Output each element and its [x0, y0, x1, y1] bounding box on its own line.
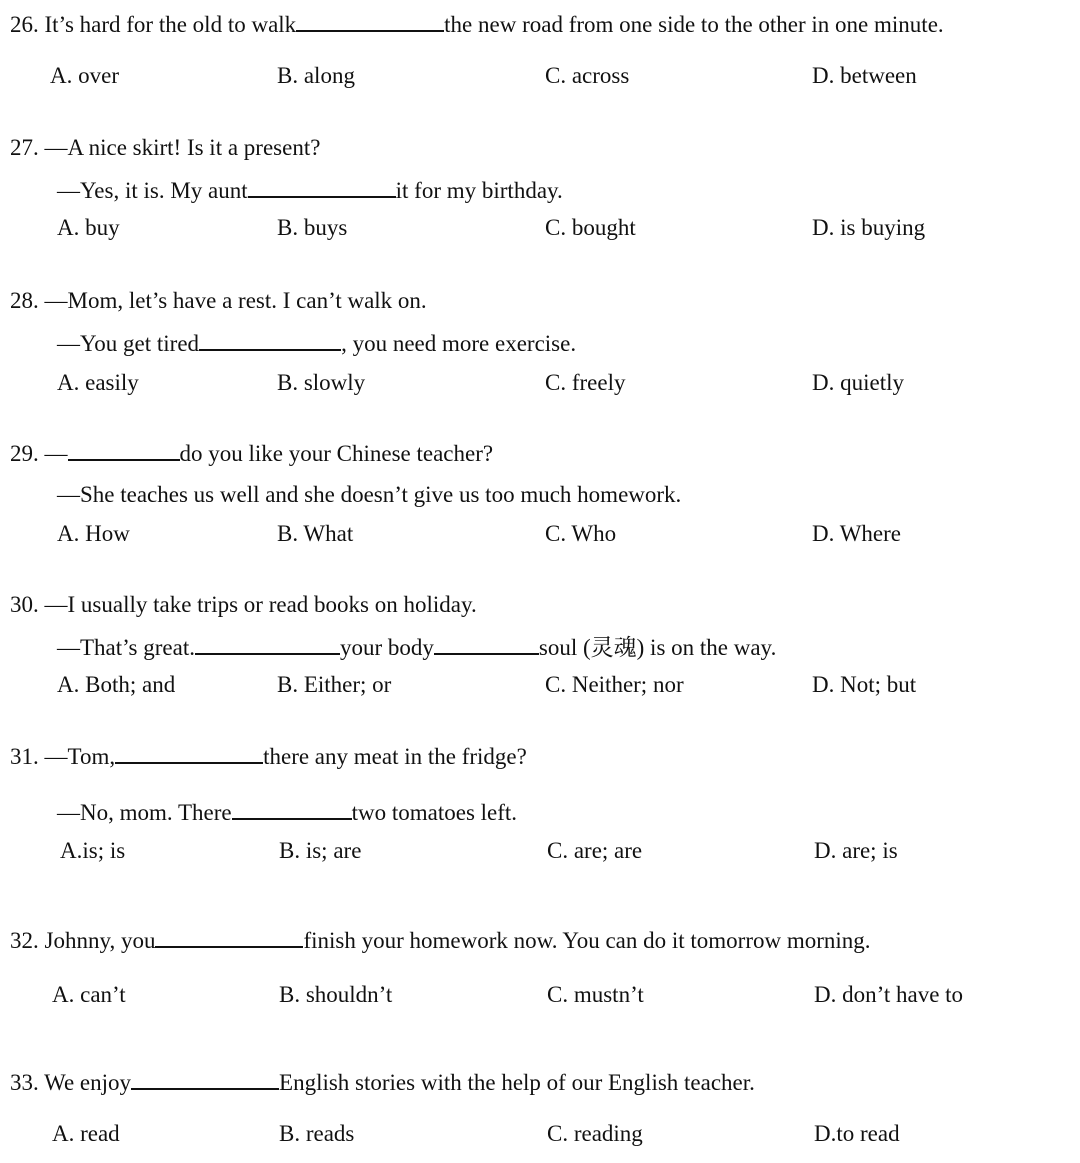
- q28-text-a: —You get tired: [57, 331, 200, 356]
- q30-option-c: C. Neither; nor: [545, 672, 684, 697]
- q27-blank: [248, 176, 396, 198]
- q33-option-d: D.to read: [814, 1121, 900, 1146]
- q29-option-a: A. How: [57, 521, 130, 546]
- q32-option-b: B. shouldn’t: [279, 982, 393, 1007]
- q33-option-b: B. reads: [279, 1121, 355, 1146]
- q28-option-c: C. freely: [545, 370, 626, 395]
- q27-option-b: B. buys: [277, 215, 348, 240]
- question-30-reply: [57, 633, 776, 662]
- q32-text-a: 32. Johnny, you: [10, 928, 156, 953]
- q28-blank: [199, 329, 341, 351]
- question-28-reply: [57, 329, 576, 358]
- q27-text-a: —Yes, it is. My aunt: [57, 178, 248, 203]
- q31-text-c: —No, mom. There: [57, 800, 232, 825]
- q31-option-a: A.is; is: [60, 838, 126, 863]
- q31-blank-2: [232, 798, 352, 820]
- q28-option-a: A. easily: [57, 370, 139, 395]
- q29-text-b: do you like your Chinese teacher?: [179, 441, 494, 466]
- question-26-stem: [10, 10, 944, 39]
- q29-option-c: C. Who: [545, 521, 617, 546]
- q32-blank: [155, 926, 303, 948]
- q30-option-a: A. Both; and: [57, 672, 176, 697]
- q33-blank: [131, 1068, 279, 1090]
- question-29-stem: [10, 439, 493, 468]
- q26-option-b: B. along: [277, 63, 355, 88]
- question-30-stem: 30. —I usually take trips or read books on holiday.: [10, 592, 477, 617]
- q33-text-b: English stories with the help of our English teacher.: [279, 1070, 755, 1095]
- q31-text-d: two tomatoes left.: [351, 800, 518, 825]
- q32-option-c: C. mustn’t: [547, 982, 644, 1007]
- q32-option-a: A. can’t: [52, 982, 126, 1007]
- q27-option-c: C. bought: [545, 215, 636, 240]
- q33-text-a: 33. We enjoy: [10, 1070, 132, 1095]
- question-33-stem: [10, 1068, 755, 1097]
- q31-option-d: D. are; is: [814, 838, 898, 863]
- q30-text-a: —That’s great.: [57, 635, 195, 660]
- q29-blank: [68, 439, 180, 461]
- q27-option-d: D. is buying: [812, 215, 926, 240]
- q30-option-d: D. Not; but: [812, 672, 917, 697]
- q31-option-b: B. is; are: [279, 838, 362, 863]
- q28-text-b: , you need more exercise.: [341, 331, 577, 356]
- question-29-reply: —She teaches us well and she doesn’t give us too much homework.: [57, 482, 682, 507]
- q26-text-b: the new road from one side to the other in one minute.: [444, 12, 944, 37]
- q27-option-a: A. buy: [57, 215, 120, 240]
- q33-option-a: A. read: [52, 1121, 120, 1146]
- question-27-reply: [57, 176, 563, 205]
- q26-option-a: A. over: [50, 63, 119, 88]
- q28-option-d: D. quietly: [812, 370, 904, 395]
- q26-option-d: D. between: [812, 63, 917, 88]
- q26-text-a: 26. It’s hard for the old to walk: [10, 12, 297, 37]
- q26-option-c: C. across: [545, 63, 630, 88]
- q30-blank-2: [434, 633, 539, 655]
- q32-option-d: D. don’t have to: [814, 982, 964, 1007]
- q31-text-a: 31. —Tom,: [10, 744, 116, 769]
- q30-text-c: soul (灵魂) is on the way.: [538, 635, 777, 660]
- question-32-stem: [10, 926, 871, 955]
- q29-option-d: D. Where: [812, 521, 901, 546]
- q29-option-b: B. What: [277, 521, 354, 546]
- q27-text-b: it for my birthday.: [395, 178, 563, 203]
- q33-option-c: C. reading: [547, 1121, 643, 1146]
- q28-option-b: B. slowly: [277, 370, 366, 395]
- question-28-stem: 28. —Mom, let’s have a rest. I can’t walk on.: [10, 288, 427, 313]
- q31-blank-1: [115, 742, 263, 764]
- question-31-stem: [10, 742, 527, 771]
- q30-text-b: your body: [339, 635, 434, 660]
- q29-text-a: 29. —: [10, 441, 68, 466]
- question-27-stem: 27. —A nice skirt! Is it a present?: [10, 135, 321, 160]
- q31-option-c: C. are; are: [547, 838, 643, 863]
- q32-text-b: finish your homework now. You can do it tomorrow morning.: [303, 928, 871, 953]
- q30-option-b: B. Either; or: [277, 672, 392, 697]
- q30-blank-1: [195, 633, 340, 655]
- q31-text-b: there any meat in the fridge?: [263, 744, 527, 769]
- question-31-reply: [57, 798, 517, 827]
- q26-blank: [296, 10, 444, 32]
